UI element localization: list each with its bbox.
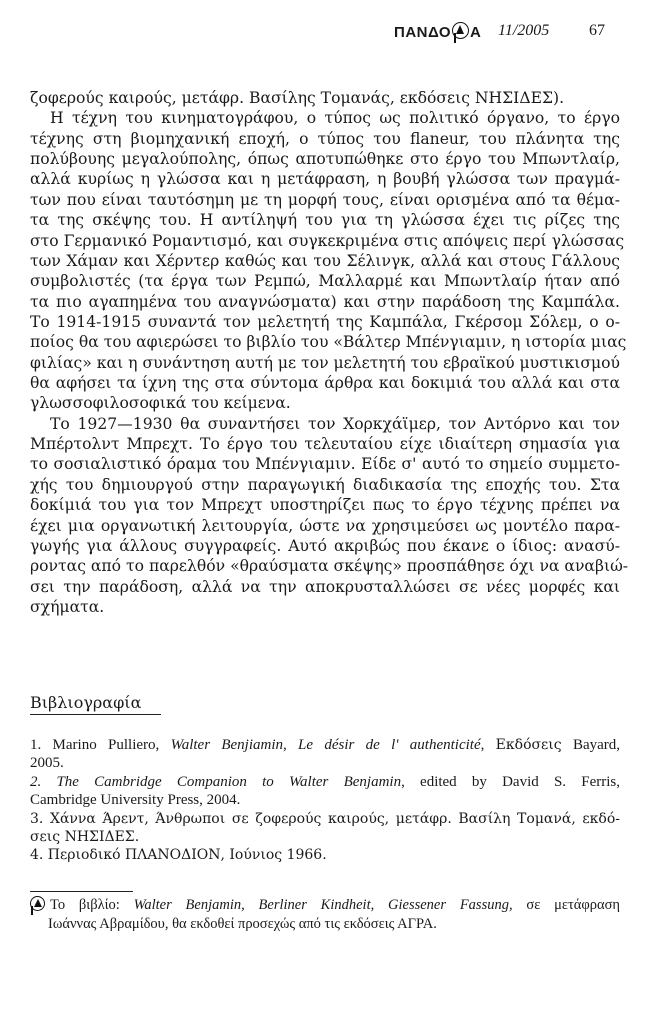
text-line: τα της σκέψης του. Η αντίληψή του για τη γλώσσα έχει τις ρίζες της <box>30 211 620 230</box>
text-line: Μπέρτολντ Μπρεχτ. Το έργο του τελευταίου είχε ιδιαίτερη σημασία για <box>30 435 620 454</box>
body-text <box>30 88 629 617</box>
text-line: ροντας από το παρελθόν «θραύσματα σκέψης» προσπάθησε όχι να αναβιώ- <box>30 557 629 576</box>
text-line: το σοσιαλιστικό όραμα του Μπένγιαμιν. Είδε σ' αυτό το σημείο συμμετο- <box>30 455 620 474</box>
running-header <box>0 20 660 44</box>
text-line: φιλίας» και η συνάντηση αυτή με τον μελετητή του εβραϊκού μυστικισμού <box>30 353 621 372</box>
text-line: Το 1914-1915 συναντά τον μελετητή της Καμπάλα, Γκέρσομ Σόλεμ, ο ο- <box>30 312 620 331</box>
bibliography-item-1-cont: 2005. <box>30 755 64 772</box>
text-line: στο Γερμανικό Ρομαντισμό, και συγκεκριμένα στις απόψεις περί γλώσσας <box>30 231 625 250</box>
text-line: αλλά κυρίως η γλώσσα και η μετάφραση, η βουβή γλώσσα των πραγμά- <box>30 170 620 189</box>
bib-title: Walter Benjiamin, Le désir de l' authenticité <box>170 737 481 753</box>
bibliography-item-3-cont: σεις ΝΗΣΙΔΕΣ. <box>30 829 140 846</box>
page-number: 67 <box>589 22 605 39</box>
text-line: των που είναι ταυτόσημη με τη μορφή τους, είναι ορισμένα από τα θέμα- <box>30 190 620 209</box>
text-line: σει την παράδοση, αλλά να την αποκρυσταλλώσει σε νέες μορφές και <box>30 577 620 596</box>
text-line: ζοφερούς καιρούς, μετάφρ. Βασίλης Τομανάς, εκδόσεις ΝΗΣΙΔΕΣ). <box>30 89 565 107</box>
text-line: ποίος θα του αφιερώσει το βιβλίο του «Βάλτερ Μπένγιαμιν, η ιστορία μιας <box>30 333 627 352</box>
text-line: Το 1927—1930 θα συναντήσει τον Χορκχάϊμερ, τον Αντόρνο και τον <box>50 414 620 433</box>
text-line: τέχνης στη βιομηχανική εποχή, ο τύπος του flaneur, του πλάνητα της <box>30 129 620 148</box>
magazine-title-left: ΠΑΝΔΟ <box>394 24 452 41</box>
footnote-text: σε μετάφραση <box>512 897 620 913</box>
bibliography-item-1 <box>30 736 620 754</box>
bib-text: , edited by David S. Ferris, <box>401 773 620 790</box>
issue-date: 11/2005 <box>498 22 550 39</box>
bibliography-item-4: 4. Περιοδικό ΠΛΑΝΟΔΙΟΝ, Ιούνιος 1966. <box>30 847 327 864</box>
footnote-line <box>30 896 620 915</box>
text-line: δοκίμιά του για τον Μπρεχτ υποστηρίζει πως το έργο τέχνης πρέπει να <box>30 496 620 515</box>
text-line: τα πιο αγαπημένα του αναγνώσματα) και στην παράδοση της Καμπάλα. <box>30 292 620 311</box>
text-line: γλωσσοφιλοσοφικά του κείμενα. <box>30 394 291 413</box>
footnote-line: Ιωάννας Αβραμίδου, θα εκδοθεί προσεχώς από τις εκδόσεις ΑΓΡΑ. <box>48 916 437 932</box>
pandora-logo-icon <box>452 22 469 39</box>
pandora-footnote-icon <box>30 896 45 911</box>
bibliography-item-3: 3. Χάννα Άρεντ, Άνθρωποι σε ζοφερούς καιρούς, μετάφρ. Βασίλη Τομανά, εκδό- <box>30 810 620 827</box>
footnote-title: Walter Benjamin, Berliner Kindheit, Giessener Fassung, <box>133 897 513 913</box>
bib-title: 2. The Cambridge Companion to Walter Benjamin <box>30 773 402 790</box>
bibliography-list <box>30 736 620 865</box>
bib-text: , <box>480 737 496 753</box>
text-line: γωγής για άλλους συγγραφείς. Αυτό ακριβώς που έκανε ο ίδιος: ανασύ- <box>30 536 620 555</box>
text-line: των Χάμαν και Χέρντερ καθώς και του Σέλινγκ, αλλά και στους Γάλλους <box>30 251 620 270</box>
footnote <box>30 896 620 934</box>
footnote-text: Το βιβλίο: <box>50 897 134 913</box>
text-line: σχήματα. <box>30 597 105 616</box>
bibliography-item-2 <box>30 773 620 791</box>
bib-text: 1. Marino Pulliero, <box>30 737 171 753</box>
text-line: συμβολιστές (τα έργα των Ρεμπώ, Μαλλαρμέ και Μπωντλαίρ ήταν από <box>30 272 620 291</box>
bibliography-heading: Βιβλιογραφία <box>30 692 161 715</box>
bib-text: Bayard, <box>561 737 621 753</box>
footnote-divider <box>30 891 133 892</box>
text-line: χής του δημιουργού στην παραγωγική διαδικασία της εποχής του. Στα <box>30 475 620 494</box>
text-line: Η τέχνη του κινηματογράφου, ο τύπος ως πολιτικό όργανο, το έργο <box>50 109 620 128</box>
magazine-title <box>394 22 481 41</box>
bib-text: Εκδόσεις <box>495 737 562 753</box>
magazine-title-right: Α <box>470 24 482 41</box>
text-line: θα αφήσει τα ίχνη της στα σύντομα άρθρα και δοκιμιά του αλλά και στα <box>30 374 620 393</box>
text-line: έχει μια οργανωτική λειτουργία, ώστε να χρησιμεύσει ως μοντέλο παρα- <box>30 516 620 535</box>
bibliography-item-2-cont: Cambridge University Press, 2004. <box>30 792 241 809</box>
text-line: πολύβουης μεγαλούπολης, όπως αποτυπώθηκε στο έργο του Μπωντλαίρ, <box>30 150 620 169</box>
